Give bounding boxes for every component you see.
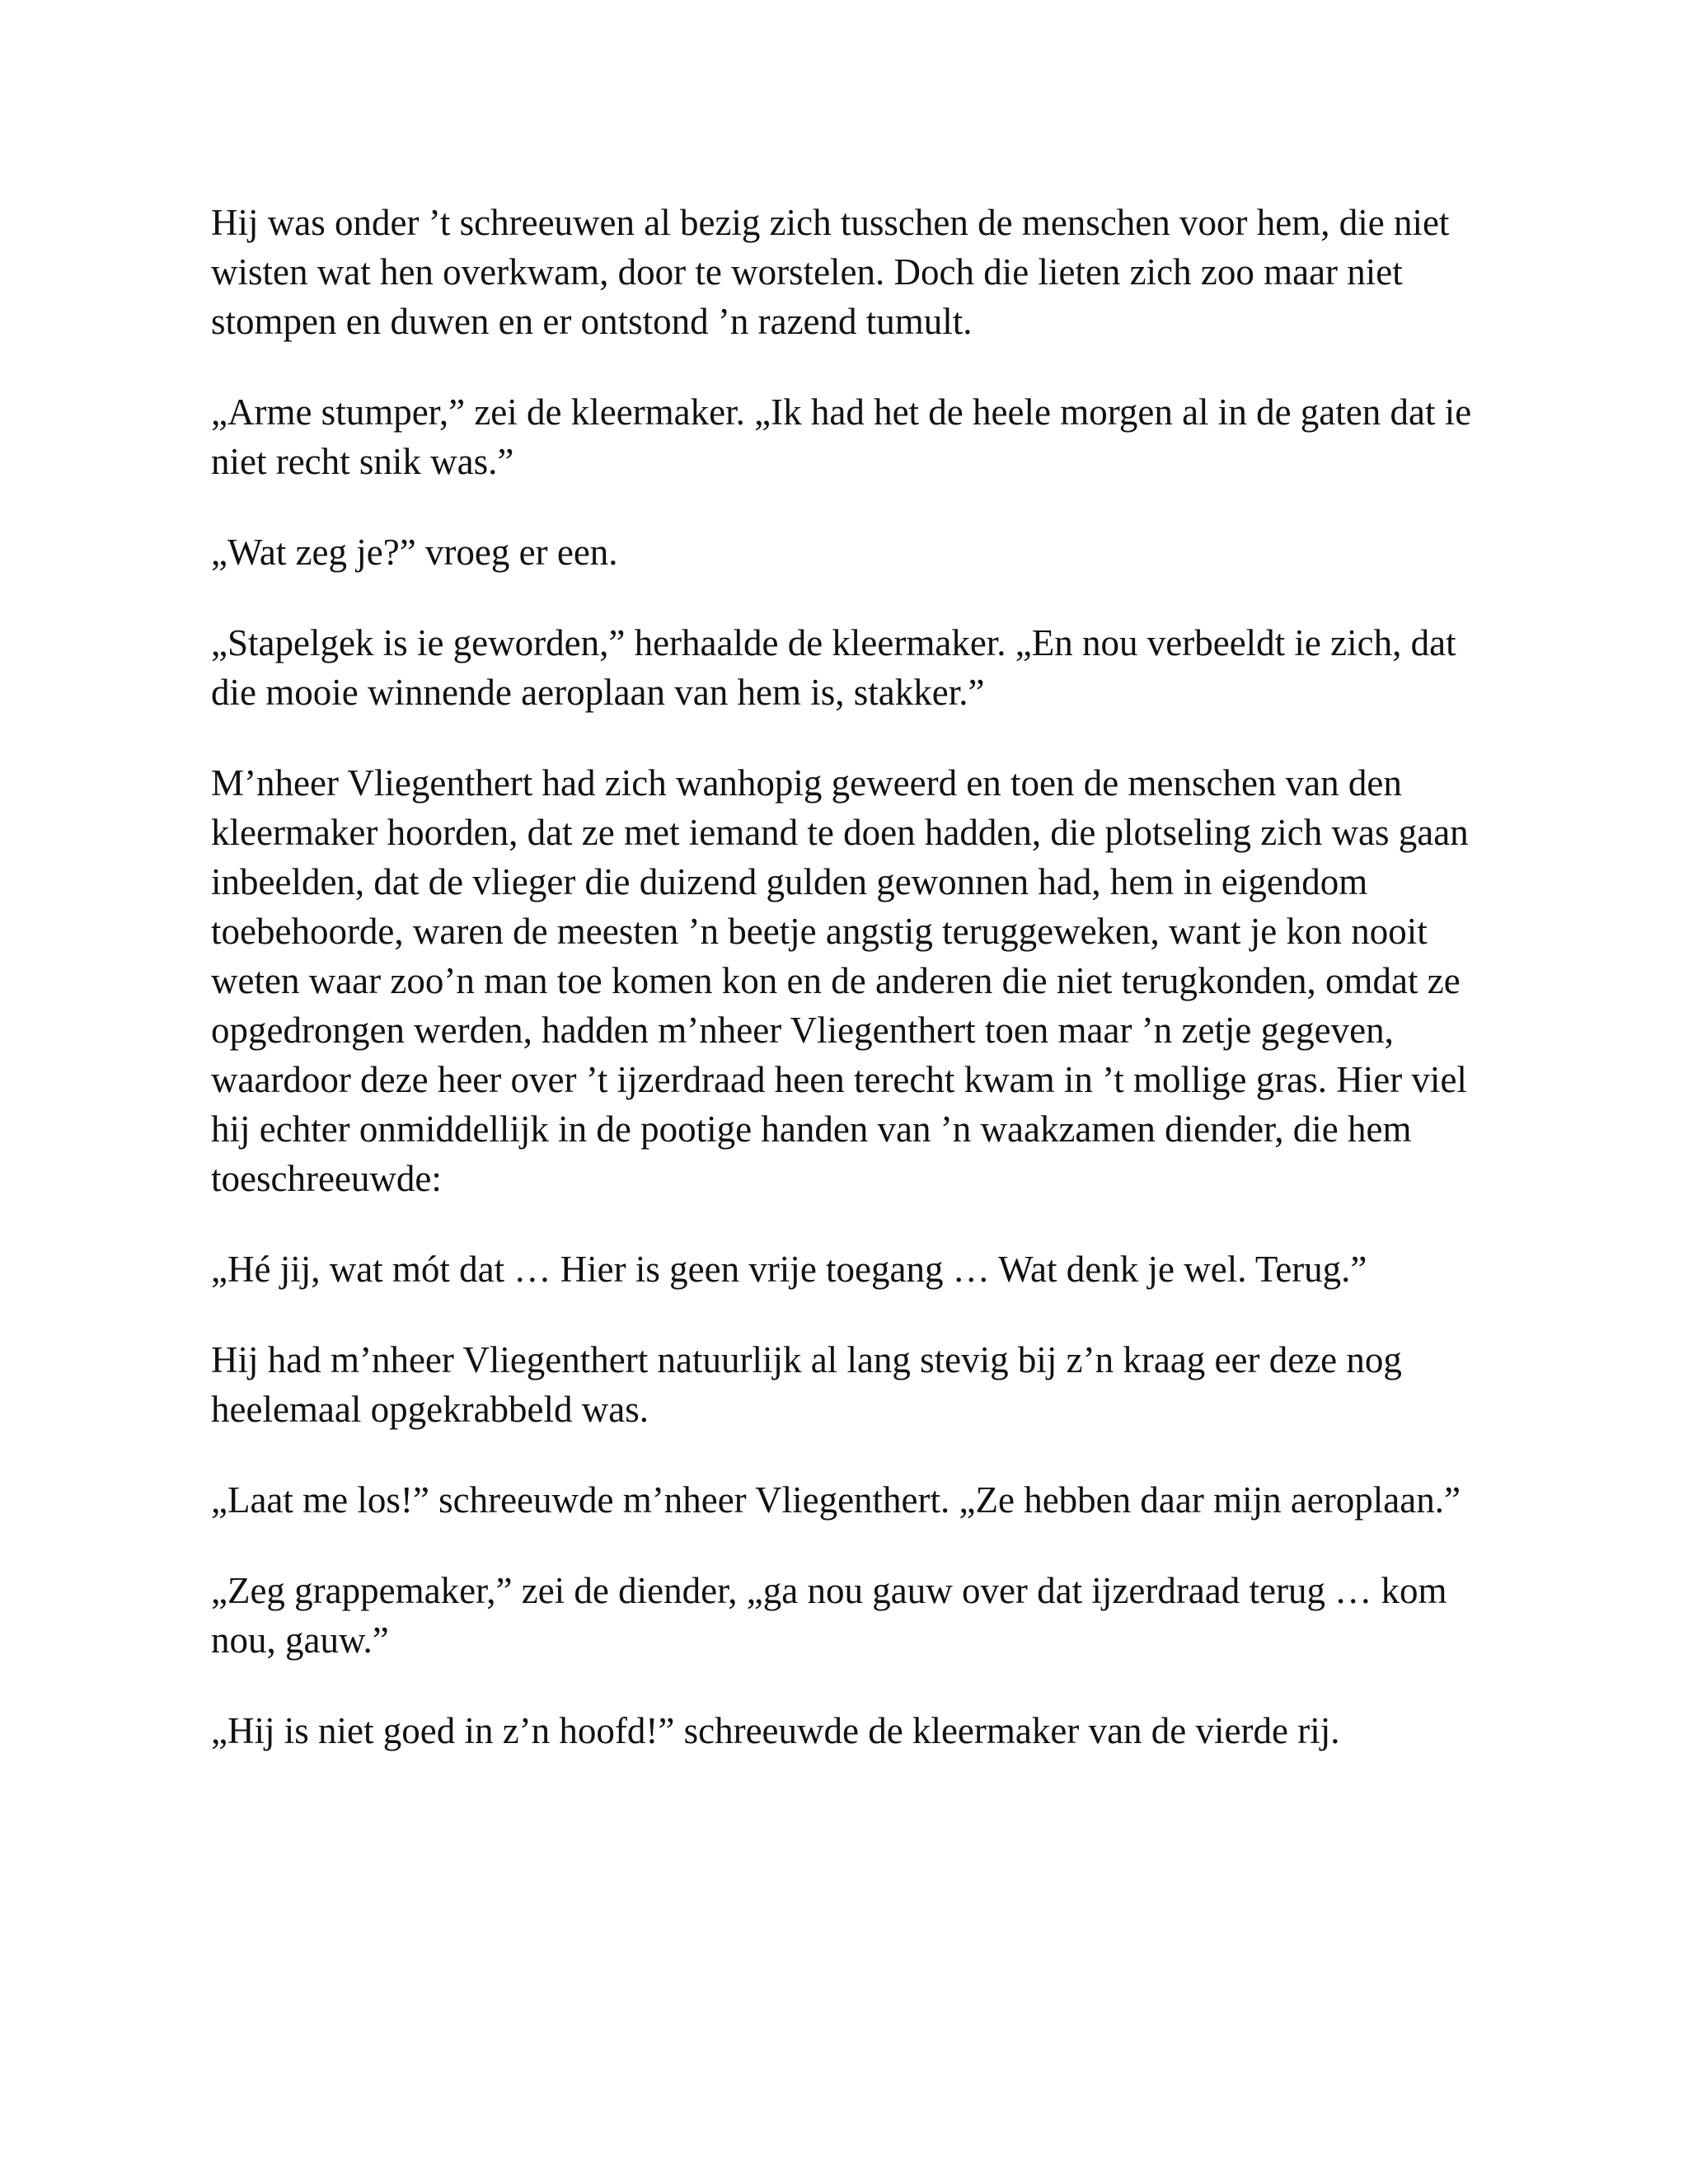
document-body	[211, 198, 1480, 1797]
paragraph-7: Hij had m’nheer Vliegenthert natuurlijk al lang stevig bij z’n kraag eer deze nog heelemaal opgekrabbeld was.	[211, 1339, 1402, 1430]
paragraph-1: Hij was onder ’t schreeuwen al bezig zich tusschen de menschen voor hem, die niet wisten wat hen overkwam, door te worstelen. Doch die lieten zich zoo maar niet stompen en duwen en er ontstond ’n razend tumult.	[211, 202, 1450, 342]
paragraph-3: „Wat zeg je?” vroeg er een.	[211, 532, 618, 573]
paragraph-10: „Hij is niet goed in z’n hoofd!” schreeuwde de kleermaker van de vierde rij.	[211, 1710, 1340, 1751]
paragraph-2: „Arme stumper,” zei de kleermaker. „Ik had het de heele morgen al in de gaten dat ie niet recht snik was.”	[211, 391, 1472, 482]
paragraph-9: „Zeg grappemaker,” zei de diender, „ga nou gauw over dat ijzerdraad terug … kom nou, gauw.”	[211, 1570, 1447, 1661]
paragraph-5: M’nheer Vliegenthert had zich wanhopig geweerd en toen de menschen van den kleermaker hoorden, dat ze met iemand te doen hadden, die plotseling zich was gaan inbeelden, dat de vlieger die duizend gulden gewonnen had, hem in eigendom toebehoorde, waren de meesten ’n beetje angstig teruggeweken, want je kon nooit weten waar zoo’n man toe komen kon en de anderen die niet terugkonden, omdat ze opgedrongen werden, hadden m’nheer Vliegenthert toen maar ’n zetje gegeven, waardoor deze heer over ’t ijzerdraad heen terecht kwam in ’t mollige gras. Hier viel hij echter onmiddellijk in de pootige handen van ’n waakzamen diender, die hem toeschreeuwde:	[211, 762, 1469, 1199]
paragraph-8: „Laat me los!” schreeuwde m’nheer Vliegenthert. „Ze hebben daar mijn aeroplaan.”	[211, 1479, 1461, 1521]
paragraph-6: „Hé jij, wat mót dat … Hier is geen vrije toegang … Wat denk je wel. Terug.”	[211, 1249, 1367, 1290]
paragraph-4: „Stapelgek is ie geworden,” herhaalde de kleermaker. „En nou verbeeldt ie zich, dat die mooie winnende aeroplaan van hem is, stakker.”	[211, 622, 1456, 713]
